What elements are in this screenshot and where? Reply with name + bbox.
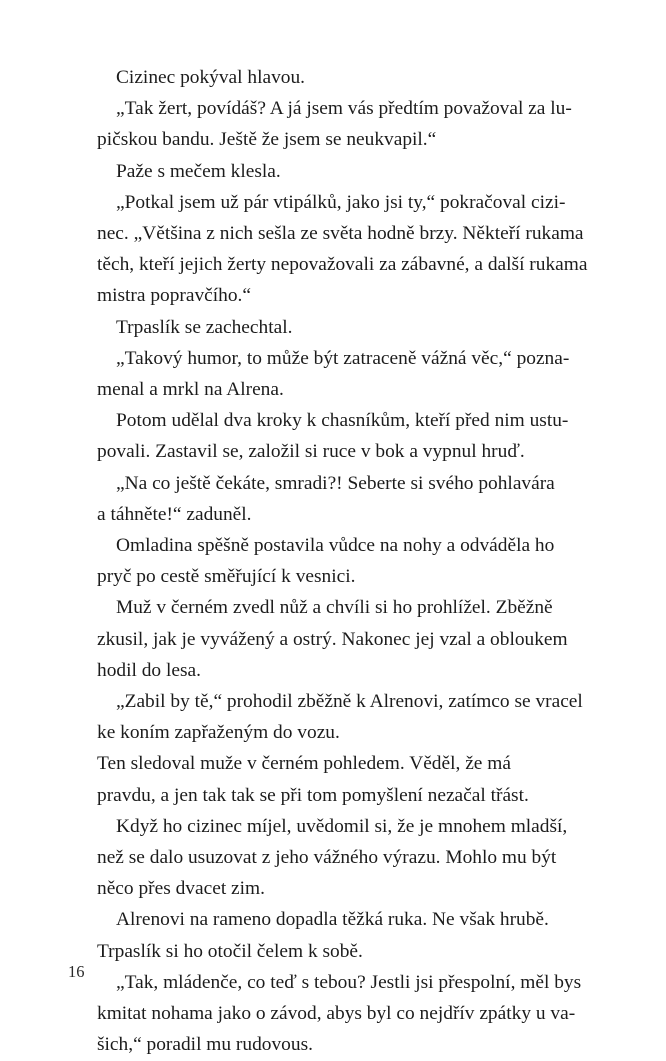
paragraph bbox=[97, 187, 588, 312]
line-text: povali. Zastavil se, založil si ruce v bok a vypnul hruď. bbox=[97, 441, 525, 463]
paragraph bbox=[97, 967, 582, 1061]
text-line bbox=[97, 187, 569, 218]
line-text: těch, kteří jejich žerty nepovažovali za zábavné, a další rukama bbox=[97, 254, 588, 276]
line-text: pičskou bandu. Ještě že jsem se neukvapil.“ bbox=[97, 129, 437, 151]
line-text: kmitat nohama jako o závod, abys byl co nejdřív zpátky u va- bbox=[97, 1003, 576, 1025]
text-line bbox=[97, 468, 569, 499]
paragraph bbox=[97, 93, 572, 155]
text-line bbox=[97, 873, 569, 904]
paragraph bbox=[97, 405, 569, 467]
line-text: „Zabil by tě,“ prohodil zběžně k Alrenovi, zatímco se vracel bbox=[116, 691, 583, 713]
text-line: než se dalo usuzovat z jeho vážného výrazu. Mohlo mu být bbox=[97, 847, 557, 869]
text-line: Ten sledoval muže v černém pohledem. Věděl, že má bbox=[97, 753, 511, 775]
line-text: něco přes dvacet zim. bbox=[97, 878, 265, 900]
text-line bbox=[97, 624, 569, 655]
paragraph bbox=[97, 312, 569, 343]
paragraph bbox=[97, 343, 569, 405]
line-text: „Tak, mládenče, co teď s tebou? Jestli jsi přespolní, měl bys bbox=[116, 971, 582, 993]
text-line bbox=[97, 655, 569, 686]
text-line bbox=[97, 717, 569, 748]
line-text: Když ho cizinec míjel, uvědomil si, že je mnohem mladší, bbox=[116, 815, 568, 837]
line-text: a táhněte!“ zaduněl. bbox=[97, 503, 252, 525]
line-text: pravdu, a jen tak tak se při tom pomyšlení nezačal třást. bbox=[97, 784, 529, 806]
line-text: Trpaslík se zachechtal. bbox=[116, 316, 293, 338]
text-line bbox=[97, 218, 584, 249]
paragraph bbox=[97, 156, 569, 187]
text-line bbox=[97, 93, 572, 124]
page-number: 16 bbox=[68, 962, 85, 981]
paragraph bbox=[97, 468, 569, 530]
text-line bbox=[97, 811, 569, 842]
text-line bbox=[97, 312, 569, 343]
text-line bbox=[97, 904, 569, 935]
line-text: zkusil, jak je vyvážený a ostrý. Nakonec jej vzal a obloukem bbox=[97, 628, 568, 650]
line-text: ke koním zapřaženým do vozu. bbox=[97, 722, 340, 744]
line-text: šich,“ poradil mu rudovous. bbox=[97, 1034, 313, 1056]
text-line bbox=[97, 124, 569, 155]
line-text: Paže s mečem klesla. bbox=[116, 160, 281, 182]
paragraph bbox=[97, 904, 569, 966]
line-text: Trpaslík si ho otočil čelem k sobě. bbox=[97, 940, 363, 962]
line-text: Potom udělal dva kroky k chasníkům, kteří před nim ustu- bbox=[116, 410, 569, 432]
text-line bbox=[97, 280, 569, 311]
text-line bbox=[97, 967, 582, 998]
text-line bbox=[97, 780, 569, 811]
line-text: Cizinec pokýval hlavou. bbox=[116, 67, 306, 88]
line-text: menal a mrkl na Alrena. bbox=[97, 379, 284, 401]
paragraph bbox=[97, 686, 583, 748]
text-line bbox=[97, 374, 569, 405]
text-line bbox=[97, 343, 569, 374]
paragraph bbox=[97, 748, 569, 810]
line-text: pryč po cestě směřující k vesnici. bbox=[97, 566, 356, 588]
line-text: nec. „Většina z nich sešla ze světa hodně brzy. Někteří rukama bbox=[97, 223, 584, 245]
paragraph bbox=[97, 811, 569, 905]
line-text: Omladina spěšně postavila vůdce na nohy a odváděla ho bbox=[116, 535, 555, 557]
paragraph bbox=[97, 592, 569, 686]
text-line bbox=[97, 686, 583, 717]
paragraph bbox=[97, 62, 569, 93]
text-line bbox=[97, 499, 569, 530]
line-text: „Na co ještě čekáte, smradi?! Seberte si svého pohlavára bbox=[116, 472, 555, 494]
text-line bbox=[97, 405, 569, 436]
text-line bbox=[97, 998, 576, 1029]
text-line bbox=[97, 1029, 569, 1060]
text-line bbox=[97, 436, 569, 467]
line-text: „Tak žert, povídáš? A já jsem vás předtím považoval za lu- bbox=[116, 98, 572, 120]
text-line bbox=[97, 156, 569, 187]
paragraph bbox=[97, 530, 569, 592]
line-text: Muž v černém zvedl nůž a chvíli si ho prohlížel. Zběžně bbox=[116, 597, 553, 619]
line-text: „Potkal jsem už pár vtipálků, jako jsi ty,“ pokračoval cizi- bbox=[116, 191, 566, 213]
text-line bbox=[97, 62, 569, 93]
text-line bbox=[97, 592, 569, 623]
text-line bbox=[97, 561, 569, 592]
text-line bbox=[97, 530, 569, 561]
line-text: mistra popravčího.“ bbox=[97, 285, 251, 307]
line-text: „Takový humor, to může být zatraceně vážná věc,“ pozna- bbox=[116, 347, 570, 369]
text-line bbox=[97, 936, 569, 967]
line-text: Alrenovi na rameno dopadla těžká ruka. Ne však hrubě. bbox=[116, 909, 549, 931]
line-text: hodil do lesa. bbox=[97, 659, 201, 681]
page-text-block bbox=[97, 62, 588, 1061]
text-line bbox=[97, 249, 588, 280]
